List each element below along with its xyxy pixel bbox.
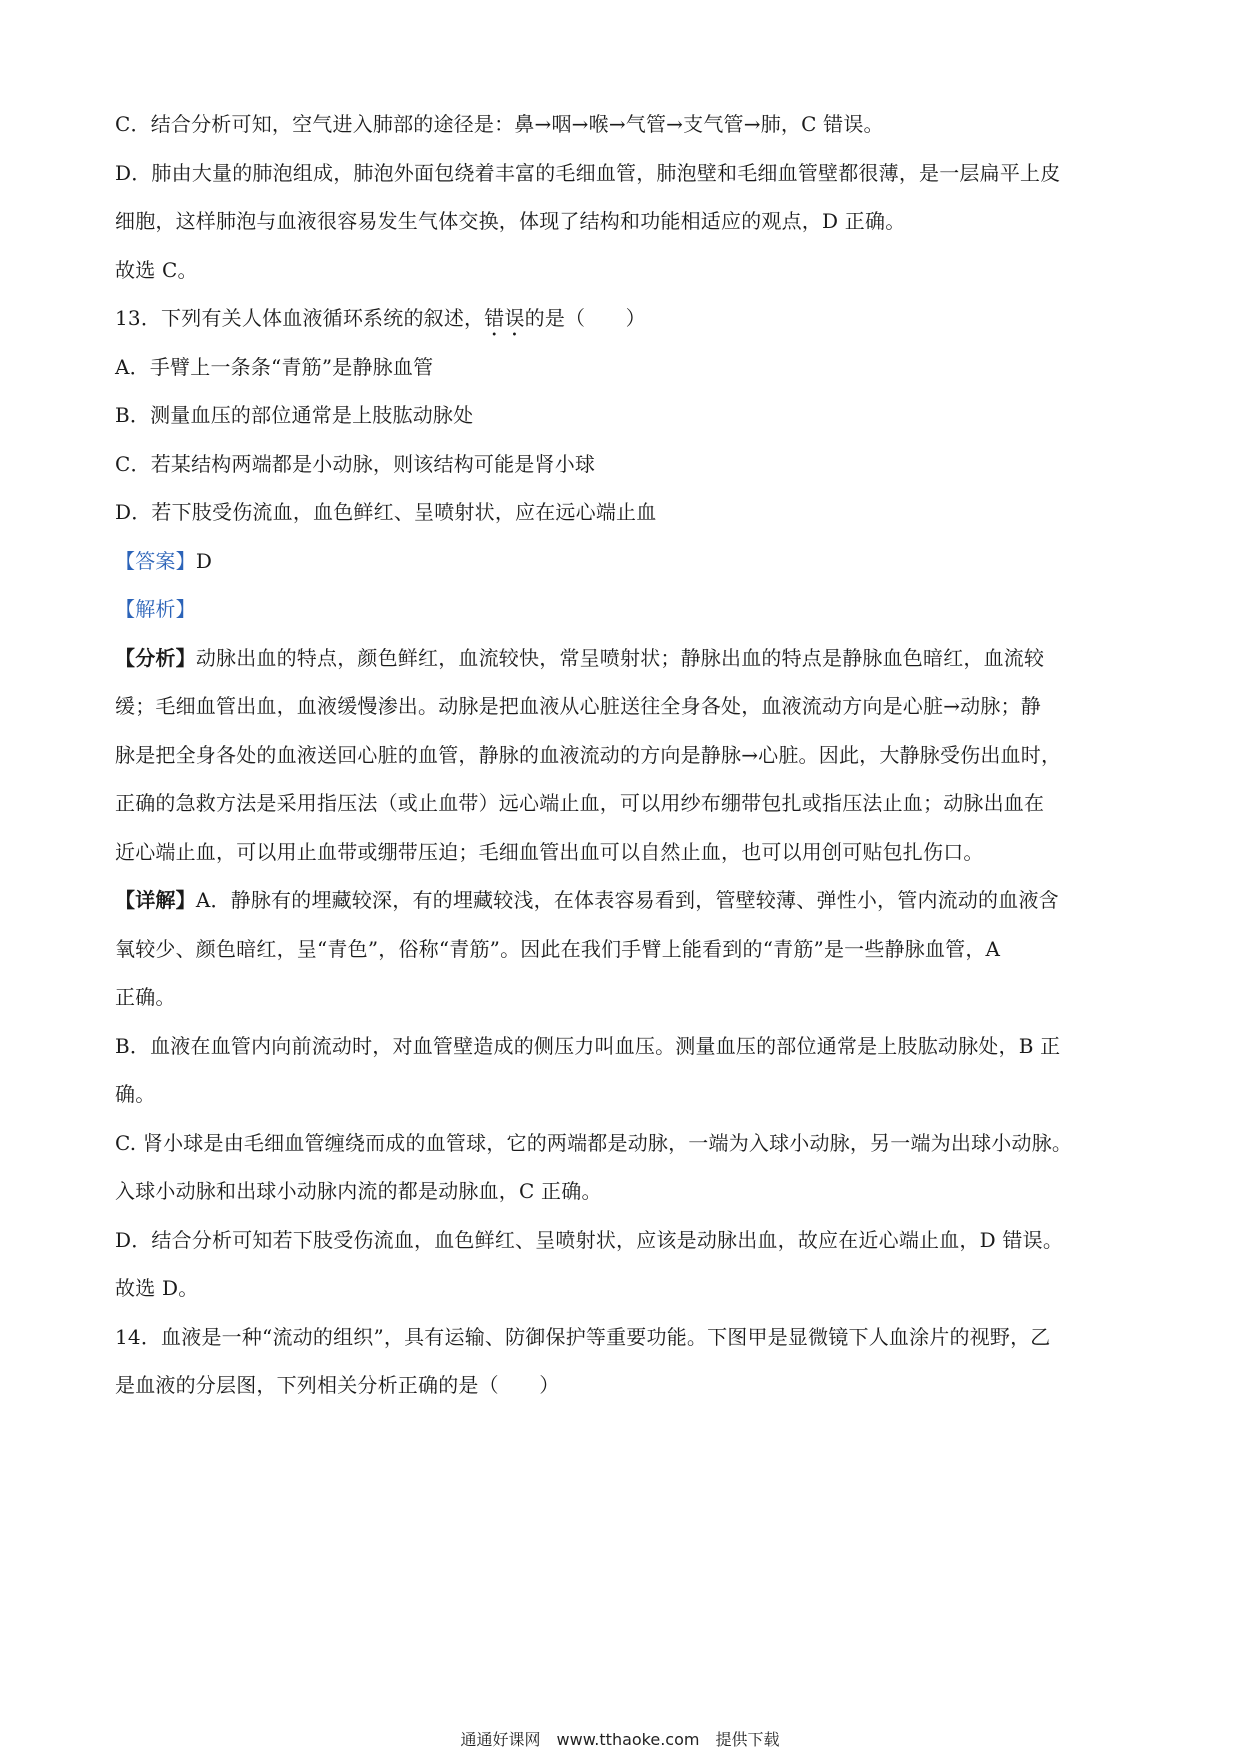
prev-option-d-explanation-line-1: D．肺由大量的肺泡组成，肺泡外面包绕着丰富的毛细血管，肺泡壁和毛细血管壁都很薄，是一层扁平上皮 [115,160,1061,185]
q14-stem-line-2: 是血液的分层图，下列相关分析正确的是（ ） [115,1373,560,1397]
q13-option-a: A．手臂上一条条“青筋”是静脉血管 [115,354,434,379]
q13-conclusion: 故选 D。 [115,1276,199,1300]
page-footer: 通通好课网 www.tthaoke.com 提供下载 [460,1730,780,1749]
xiangjie-line-5: 确。 [115,1082,156,1106]
xiangjie-line-7: 入球小动脉和出球小动脉内流的都是动脉血，C 正确。 [115,1179,602,1203]
q13-option-d: D．若下肢受伤流血，血色鲜红、呈喷射状，应在远心端止血 [115,500,657,524]
q13-stem [115,294,1140,343]
prev-option-d-explanation-line-2: 细胞，这样肺泡与血液很容易发生气体交换，体现了结构和功能相适应的观点，D 正确。 [115,209,906,233]
xiangjie-line-4: B．血液在血管内向前流动时，对血管壁造成的侧压力叫血压。测量血压的部位通常是上肢肱动脉处，B 正 [115,1033,1061,1058]
q14-stem-line-1: 14．血液是一种“流动的组织”，具有运输、防御保护等重要功能。下图甲是显微镜下人血涂片的视野，乙 [115,1324,1051,1349]
fenxi-line-1 [115,634,1140,683]
q13-answer [115,537,1140,586]
xiangjie-line-8: D．结合分析可知若下肢受伤流血，血色鲜红、呈喷射状，应该是动脉出血，故应在近心端止血，D 错误。 [115,1227,1064,1252]
analysis-label: 【解析】 [115,597,196,621]
fenxi-text-1: 动脉出血的特点，颜色鲜红，血流较快，常呈喷射状；静脉出血的特点是静脉血色暗红，血流较 [195,645,1045,670]
q13-stem-prefix: 13．下列有关人体血液循环系统的叙述， [115,306,485,330]
xiangjie-line-1 [115,876,1140,925]
q13-option-c: C．若某结构两端都是小动脉，则该结构可能是肾小球 [115,451,596,476]
fenxi-line-2: 缓；毛细血管出血，血液缓慢渗出。动脉是把血液从心脏送往全身各处，血液流动方向是心脏→动脉；静 [115,694,1041,718]
fenxi-line-3: 脉是把全身各处的血液送回心脏的血管，静脉的血液流动的方向是静脉→心脏。因此，大静脉受伤出血时， [115,742,1062,767]
q13-stem-emphasis: 错误 [484,306,525,330]
xiangjie-text-1: A．静脉有的埋藏较深，有的埋藏较浅，在体表容易看到，管壁较薄、弹性小，管内流动的血液含 [195,888,1059,912]
answer-value: D [195,548,213,573]
fenxi-line-4: 正确的急救方法是采用指压法（或止血带）远心端止血，可以用纱布绷带包扎或指压法止血；动脉出血在 [115,791,1045,815]
prev-option-c-explanation: C．结合分析可知，空气进入肺部的途径是：鼻→咽→喉→气管→支气管→肺，C 错误。 [115,112,884,136]
xiangjie-line-3: 正确。 [115,985,176,1009]
xiangjie-line-2: 氧较少、颜色暗红，呈“青色”，俗称“青筋”。因此在我们手臂上能看到的“青筋”是一些静脉血管，A [115,936,1001,961]
xiangjie-line-6: C. 肾小球是由毛细血管缠绕而成的血管球，它的两端都是动脉，一端为入球小动脉，另一端为出球小动脉。 [115,1130,1073,1155]
q13-option-b: B．测量血压的部位通常是上肢肱动脉处 [115,403,474,427]
q13-stem-suffix: 的是（ ） [524,306,646,330]
page-content [115,100,1140,1410]
fenxi-line-5: 近心端止血，可以用止血带或绷带压迫；毛细血管出血可以自然止血，也可以用创可贴包扎伤口。 [115,839,984,864]
answer-label: 【答案】 [115,548,196,573]
xiangjie-label: 【详解】 [115,888,196,912]
fenxi-label: 【分析】 [115,645,196,670]
prev-conclusion: 故选 C。 [115,257,198,282]
